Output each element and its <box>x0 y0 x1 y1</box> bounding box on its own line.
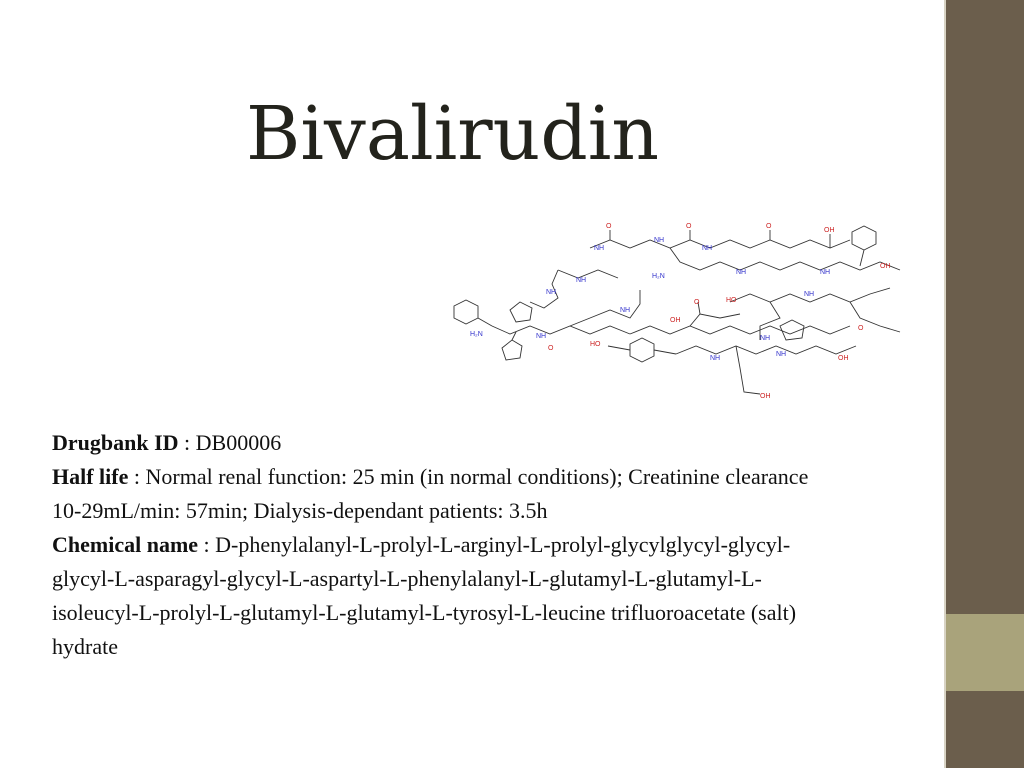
svg-text:NH: NH <box>736 269 747 276</box>
svg-text:H₂N: H₂N <box>470 331 483 338</box>
drugbank-id-value: DB00006 <box>195 430 282 455</box>
slide-title: Bivalirudin <box>246 91 660 177</box>
chemical-name-value: D-phenylalanyl-L-prolyl-L-arginyl-L-prolyl-glycylglycyl-glycyl-glycyl-L-asparagyl-glycyl-L-aspartyl-L-phenylalanyl-L-glutamyl-L-glutamyl-L-isoleucyl-L-prolyl-L-glutamyl-L-glutamyl-L-tyrosyl-L-leucine trifluoroacetate (salt) hydrate <box>52 532 797 659</box>
svg-text:NH: NH <box>776 351 787 358</box>
svg-text:NH: NH <box>594 245 605 252</box>
chemical-name-row <box>52 528 812 664</box>
half-life-row <box>52 460 812 528</box>
drugbank-id-row <box>52 426 812 460</box>
svg-text:OH: OH <box>880 263 891 270</box>
svg-text:HO: HO <box>590 341 601 348</box>
structure-bonds <box>454 226 900 394</box>
svg-text:H₂N: H₂N <box>652 273 665 280</box>
half-life-separator: : <box>128 464 146 489</box>
svg-text:NH: NH <box>620 307 631 314</box>
drugbank-id-label: Drugbank ID <box>52 430 179 455</box>
svg-text:O: O <box>694 299 700 306</box>
svg-text:O: O <box>766 223 772 230</box>
svg-text:NH: NH <box>804 291 815 298</box>
svg-text:NH: NH <box>820 269 831 276</box>
structure-atom-labels <box>470 223 891 400</box>
svg-text:OH: OH <box>824 227 835 234</box>
svg-text:OH: OH <box>838 355 849 362</box>
svg-text:NH: NH <box>702 245 713 252</box>
svg-text:NH: NH <box>546 289 557 296</box>
svg-text:OH: OH <box>670 317 681 324</box>
svg-text:NH: NH <box>760 335 771 342</box>
sidebar-accent-block <box>946 614 1024 691</box>
svg-text:HO: HO <box>726 297 737 304</box>
drugbank-id-separator: : <box>178 430 196 455</box>
chemical-name-label: Chemical name <box>52 532 199 557</box>
drug-info-block <box>52 426 812 664</box>
svg-text:NH: NH <box>654 237 665 244</box>
svg-text:NH: NH <box>576 277 587 284</box>
svg-text:NH: NH <box>536 333 547 340</box>
svg-text:OH: OH <box>760 393 771 400</box>
chemical-structure-diagram <box>440 222 910 404</box>
svg-text:NH: NH <box>710 355 721 362</box>
half-life-label: Half life <box>52 464 129 489</box>
half-life-value: Normal renal function: 25 min (in normal conditions); Creatinine clearance 10-29mL/min: 57min; Dialysis-dependant patients: 3.5h <box>52 464 809 523</box>
svg-text:O: O <box>606 223 612 230</box>
svg-text:O: O <box>548 345 554 352</box>
svg-text:O: O <box>858 325 864 332</box>
chemical-name-separator: : <box>198 532 216 557</box>
svg-text:O: O <box>686 223 692 230</box>
